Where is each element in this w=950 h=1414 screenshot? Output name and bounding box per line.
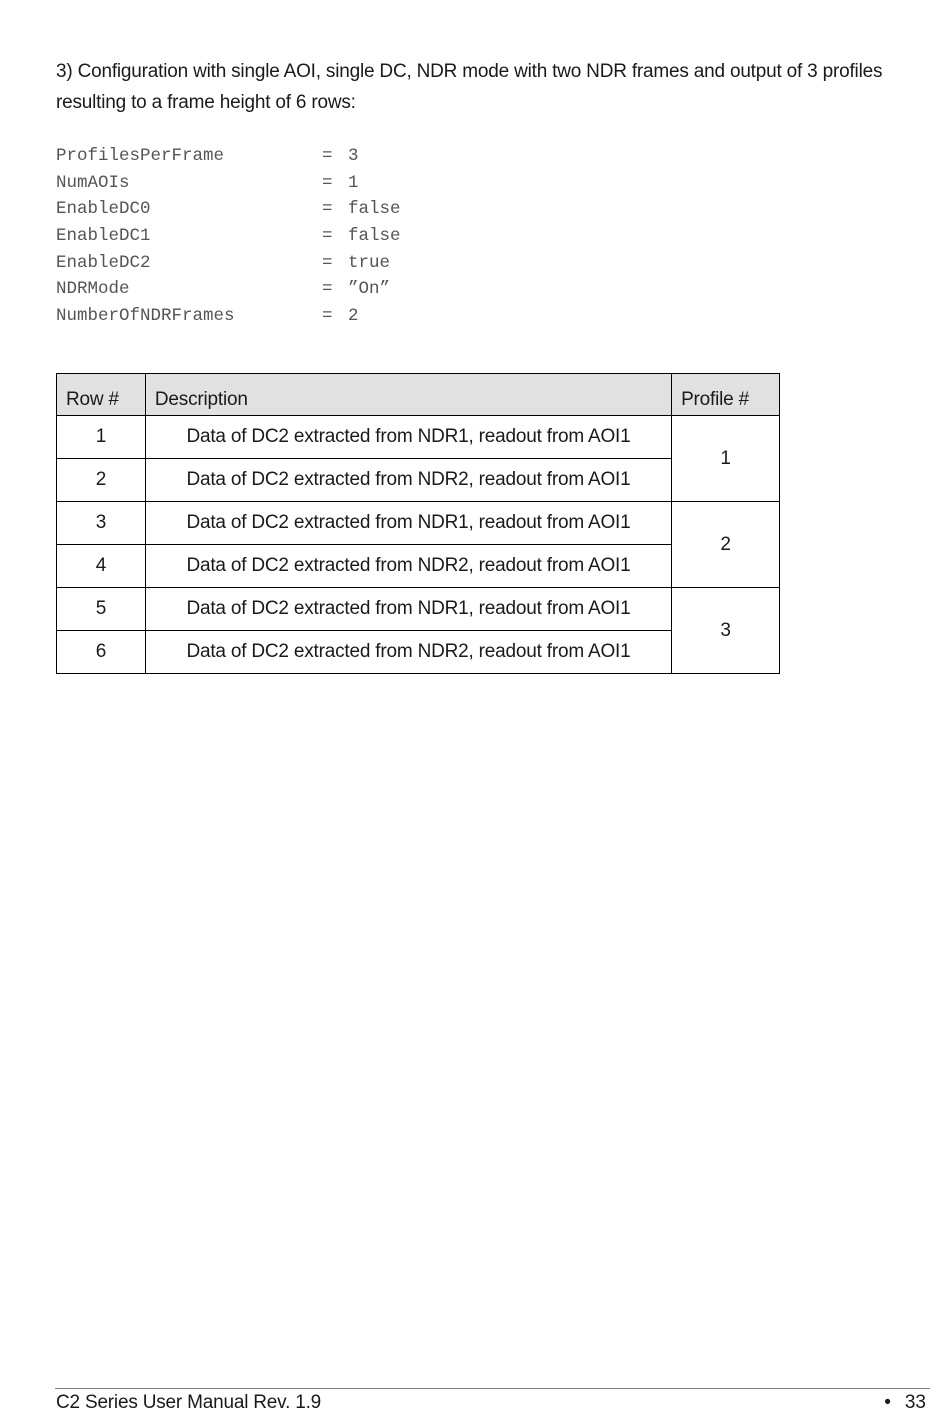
- table-row: [57, 545, 780, 588]
- intro-line-1: 3) Configuration with single AOI, single DC, NDR mode with two NDR frames and output of 3 profiles: [56, 61, 883, 82]
- row-number-cell: 5: [57, 588, 146, 631]
- header-row-number: Row #: [57, 374, 146, 416]
- description-cell: Data of DC2 extracted from NDR2, readout from AOI1: [145, 459, 671, 502]
- table-row: [57, 631, 780, 674]
- profile-cell: 2: [672, 502, 780, 588]
- code-value: 3: [348, 146, 359, 166]
- table-row: [57, 502, 780, 545]
- frame-rows-table: [56, 373, 780, 674]
- header-description: Description: [145, 374, 671, 416]
- row-number-cell: 1: [57, 416, 146, 459]
- footer-document-title: C2 Series User Manual Rev. 1.9: [56, 1392, 322, 1413]
- code-equals: =: [322, 252, 333, 273]
- code-line: [56, 196, 401, 223]
- code-equals: =: [322, 199, 333, 220]
- code-line: [56, 276, 401, 303]
- code-value: 1: [348, 172, 359, 193]
- code-equals: =: [322, 146, 333, 166]
- code-value: false: [348, 226, 401, 247]
- code-line: [56, 223, 401, 250]
- code-line: [56, 250, 401, 277]
- description-cell: Data of DC2 extracted from NDR1, readout from AOI1: [145, 416, 671, 459]
- intro-paragraph: [56, 56, 936, 118]
- description-cell: Data of DC2 extracted from NDR1, readout from AOI1: [145, 588, 671, 631]
- footer-page-number: [884, 1392, 926, 1414]
- description-cell: Data of DC2 extracted from NDR1, readout from AOI1: [145, 502, 671, 545]
- code-key: ProfilesPerFrame: [56, 146, 225, 166]
- table-row: [57, 588, 780, 631]
- code-equals: =: [322, 172, 333, 193]
- profile-cell: 1: [672, 416, 780, 502]
- page-number: 33: [904, 1392, 926, 1413]
- table-header-row: [57, 374, 780, 416]
- code-equals: =: [322, 279, 333, 300]
- table-row: [57, 416, 780, 459]
- bullet-icon: •: [884, 1392, 891, 1413]
- code-line: [56, 303, 401, 330]
- table-row: [57, 459, 780, 502]
- footer-divider: [55, 1388, 930, 1389]
- code-key: NDRMode: [56, 279, 130, 300]
- code-equals: =: [322, 226, 333, 247]
- profile-cell: 3: [672, 588, 780, 674]
- row-number-cell: 4: [57, 545, 146, 588]
- code-key: EnableDC1: [56, 226, 151, 247]
- code-key: NumberOfNDRFrames: [56, 306, 235, 327]
- code-line: [56, 143, 401, 170]
- row-number-cell: 3: [57, 502, 146, 545]
- row-number-cell: 2: [57, 459, 146, 502]
- description-cell: Data of DC2 extracted from NDR2, readout from AOI1: [145, 545, 671, 588]
- code-value: 2: [348, 306, 359, 327]
- code-key: EnableDC2: [56, 252, 151, 273]
- intro-line-2: resulting to a frame height of 6 rows:: [56, 92, 356, 113]
- code-key: NumAOIs: [56, 172, 130, 193]
- code-value: true: [348, 252, 391, 273]
- description-cell: Data of DC2 extracted from NDR2, readout from AOI1: [145, 631, 671, 674]
- code-line: [56, 170, 401, 197]
- row-number-cell: 6: [57, 631, 146, 674]
- code-value: false: [348, 199, 401, 220]
- code-key: EnableDC0: [56, 199, 151, 220]
- config-code-block: [56, 143, 401, 330]
- code-value: ”On”: [348, 279, 391, 300]
- code-equals: =: [322, 306, 333, 327]
- header-profile-number: Profile #: [672, 374, 780, 416]
